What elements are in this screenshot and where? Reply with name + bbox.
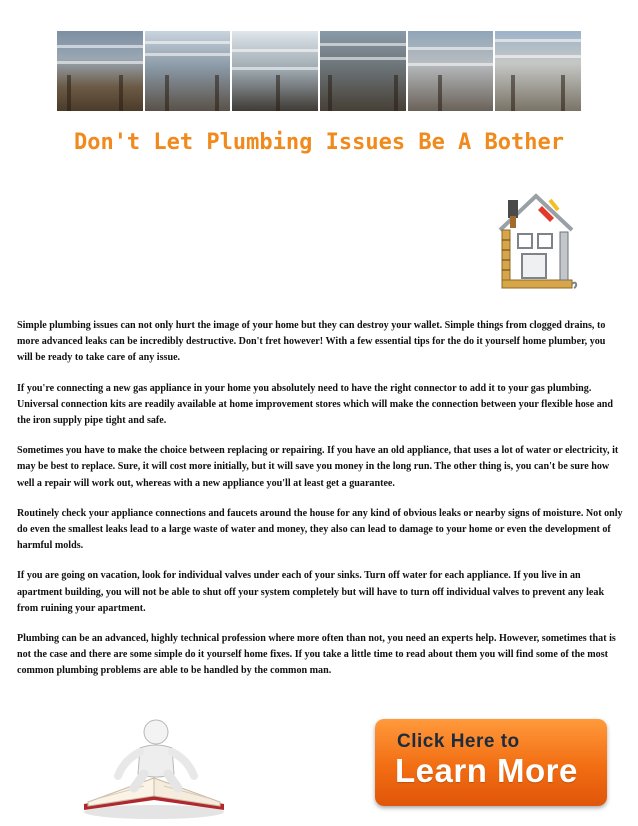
- banner-photo-6: [495, 31, 581, 111]
- paragraph: Simple plumbing issues can not only hurt the image of your home but they can destroy your wallet. Simple things from clogged drains, to more advanced leaks can be incredibly destructive. Don't fret however! With a few essential tips for the do it yourself home plumber, you will be ready to take care of any issue.: [17, 320, 606, 364]
- cta-line-2: Learn More: [395, 752, 578, 789]
- paragraph: Routinely check your appliance connections and faucets around the house for any kind of obvious leaks or nearby signs of moisture. Not only do even the smallest leaks lead to a large waste of water and money, they also can lead to damage to your home or even the development of harmful molds.: [17, 507, 623, 552]
- cta-line-1: Click Here to: [397, 731, 520, 752]
- learn-more-button[interactable]: [375, 719, 607, 806]
- page-title: Don't Let Plumbing Issues Be A Bother: [73, 130, 565, 155]
- banner-photo-2: [145, 31, 231, 111]
- paragraph: Plumbing can be an advanced, highly technical profession where more often than not, you need an experts help. However, sometimes that is not the case and there are some simple do it yourself home fixes. If you take a little time to read about them you will find some of the most common plumbing problems are able to be handled by the common man.: [17, 633, 616, 677]
- paragraph: Sometimes you have to make the choice between replacing or repairing. If you have an old appliance, that uses a lot of water or electricity, it may be best to replace. Sure, it will cost more initially, but it will save you money in the long run. The other thing is, you can't be sure how well a repair will work out, whereas with a new appliance you'll at least get a guarantee.: [17, 445, 619, 489]
- banner-photo-5: [408, 31, 494, 111]
- banner-photo-4: [320, 31, 406, 111]
- article-body: [17, 318, 623, 694]
- figure-reading-book-illustration: [78, 712, 230, 820]
- banner-photo-3: [232, 31, 318, 111]
- patio-banner: [57, 31, 581, 111]
- paragraph: If you are going on vacation, look for individual valves under each of your sinks. Turn off water for each appliance. If you live in an apartment building, you will not be able to shut off your system completely but will have to turn off individual valves to prevent any leak from ruining your apartment.: [17, 570, 605, 614]
- banner-photo-1: [57, 31, 143, 111]
- paragraph: If you're connecting a new gas appliance in your home you absolutely need to have the right connector to add it to your gas plumbing. Universal connection kits are readily available at home improvement stores which will make the connection between your flexible hose and the iron supply pipe tight and safe.: [17, 382, 613, 427]
- tools-house-illustration: [488, 188, 580, 294]
